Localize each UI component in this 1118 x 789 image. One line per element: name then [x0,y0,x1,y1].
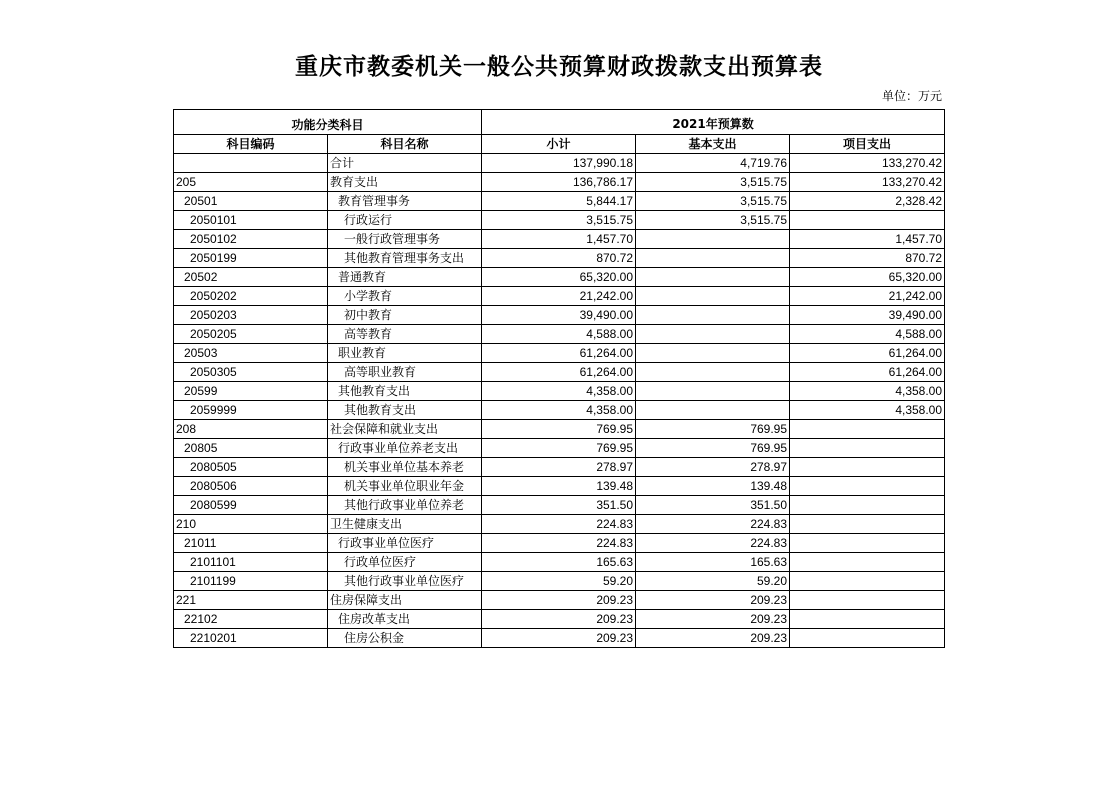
row-code: 208 [174,420,328,439]
row-project [790,211,945,230]
row-basic [636,325,790,344]
row-project [790,420,945,439]
table-row [174,515,945,534]
row-basic [636,249,790,268]
row-code: 2050199 [174,249,328,268]
row-name: 其他教育支出 [328,401,482,420]
row-project [790,439,945,458]
row-subtotal: 209.23 [482,591,636,610]
header-row-1 [174,110,945,135]
row-project: 133,270.42 [790,173,945,192]
row-basic: 769.95 [636,420,790,439]
row-name: 住房改革支出 [328,610,482,629]
row-name: 小学教育 [328,287,482,306]
row-code: 2050102 [174,230,328,249]
row-project: 61,264.00 [790,344,945,363]
table-row [174,629,945,648]
table-row [174,325,945,344]
row-subtotal: 769.95 [482,439,636,458]
row-subtotal: 61,264.00 [482,363,636,382]
table-row [174,572,945,591]
row-basic: 3,515.75 [636,211,790,230]
row-basic [636,306,790,325]
table-row [174,363,945,382]
row-project [790,610,945,629]
row-subtotal: 351.50 [482,496,636,515]
row-basic: 4,719.76 [636,154,790,173]
row-name: 初中教育 [328,306,482,325]
row-subtotal: 278.97 [482,458,636,477]
row-project: 133,270.42 [790,154,945,173]
row-subtotal: 65,320.00 [482,268,636,287]
row-project: 21,242.00 [790,287,945,306]
header-func-category: 功能分类科目 [174,110,482,135]
table-row [174,230,945,249]
row-project: 65,320.00 [790,268,945,287]
row-project [790,534,945,553]
row-basic: 209.23 [636,629,790,648]
row-code: 205 [174,173,328,192]
table-row [174,154,945,173]
row-subtotal: 59.20 [482,572,636,591]
unit-label: 单位：万元 [881,89,942,103]
row-name: 教育管理事务 [328,192,482,211]
row-name: 行政事业单位医疗 [328,534,482,553]
row-name: 行政运行 [328,211,482,230]
row-subtotal: 137,990.18 [482,154,636,173]
row-basic: 224.83 [636,515,790,534]
row-project: 1,457.70 [790,230,945,249]
row-subtotal: 769.95 [482,420,636,439]
row-name: 职业教育 [328,344,482,363]
row-subtotal: 870.72 [482,249,636,268]
table-row [174,211,945,230]
row-name: 卫生健康支出 [328,515,482,534]
row-name: 其他教育支出 [328,382,482,401]
header-basic: 基本支出 [636,135,790,154]
row-name: 其他教育管理事务支出 [328,249,482,268]
row-project: 4,358.00 [790,382,945,401]
row-code: 2080505 [174,458,328,477]
row-subtotal: 61,264.00 [482,344,636,363]
row-subtotal: 139.48 [482,477,636,496]
table-row [174,344,945,363]
row-basic [636,230,790,249]
row-code: 2101199 [174,572,328,591]
row-basic: 209.23 [636,591,790,610]
row-subtotal: 1,457.70 [482,230,636,249]
table-row [174,420,945,439]
row-project [790,591,945,610]
row-code: 2050203 [174,306,328,325]
row-basic: 3,515.75 [636,192,790,211]
row-code: 20502 [174,268,328,287]
table-row [174,591,945,610]
table-row [174,477,945,496]
row-code: 2050205 [174,325,328,344]
table-row [174,287,945,306]
row-subtotal: 209.23 [482,629,636,648]
row-basic: 59.20 [636,572,790,591]
row-name: 其他行政事业单位养老 [328,496,482,515]
row-code: 21011 [174,534,328,553]
row-name: 机关事业单位基本养老 [328,458,482,477]
budget-table [173,109,945,648]
row-code: 20599 [174,382,328,401]
header-project: 项目支出 [790,135,945,154]
row-code: 2080599 [174,496,328,515]
row-code: 2101101 [174,553,328,572]
row-project [790,629,945,648]
row-name: 教育支出 [328,173,482,192]
row-basic: 351.50 [636,496,790,515]
row-basic: 3,515.75 [636,173,790,192]
row-name: 行政单位医疗 [328,553,482,572]
table-row [174,249,945,268]
row-code: 20805 [174,439,328,458]
row-subtotal: 5,844.17 [482,192,636,211]
row-name: 机关事业单位职业年金 [328,477,482,496]
row-name: 高等职业教育 [328,363,482,382]
row-basic [636,363,790,382]
table-row [174,268,945,287]
row-project: 4,588.00 [790,325,945,344]
row-name: 其他行政事业单位医疗 [328,572,482,591]
table-row [174,496,945,515]
table-row [174,192,945,211]
row-code: 2080506 [174,477,328,496]
row-code: 20501 [174,192,328,211]
row-name: 行政事业单位养老支出 [328,439,482,458]
row-basic [636,344,790,363]
row-subtotal: 224.83 [482,534,636,553]
row-name: 社会保障和就业支出 [328,420,482,439]
header-code: 科目编码 [174,135,328,154]
row-project [790,496,945,515]
row-subtotal: 3,515.75 [482,211,636,230]
row-subtotal: 224.83 [482,515,636,534]
header-name: 科目名称 [328,135,482,154]
table-row [174,401,945,420]
table-row [174,439,945,458]
row-basic [636,382,790,401]
table-row [174,534,945,553]
header-subtotal: 小计 [482,135,636,154]
row-name: 住房保障支出 [328,591,482,610]
row-project [790,572,945,591]
row-code: 2050101 [174,211,328,230]
row-subtotal: 4,358.00 [482,382,636,401]
row-code: 2050305 [174,363,328,382]
row-code: 2210201 [174,629,328,648]
row-name: 高等教育 [328,325,482,344]
row-project [790,553,945,572]
row-subtotal: 21,242.00 [482,287,636,306]
row-subtotal: 4,588.00 [482,325,636,344]
row-name: 普通教育 [328,268,482,287]
row-code: 2050202 [174,287,328,306]
row-basic: 165.63 [636,553,790,572]
header-budget-year: 2021年预算数 [482,110,945,135]
table-row [174,610,945,629]
row-name: 合计 [328,154,482,173]
row-project: 39,490.00 [790,306,945,325]
row-subtotal: 209.23 [482,610,636,629]
row-name: 住房公积金 [328,629,482,648]
row-basic: 224.83 [636,534,790,553]
row-basic: 209.23 [636,610,790,629]
row-project: 870.72 [790,249,945,268]
row-subtotal: 136,786.17 [482,173,636,192]
row-project [790,515,945,534]
table-row [174,553,945,572]
row-project [790,477,945,496]
row-basic [636,287,790,306]
row-basic [636,401,790,420]
row-subtotal: 39,490.00 [482,306,636,325]
header-row-2 [174,135,945,154]
table-row [174,306,945,325]
row-code: 210 [174,515,328,534]
table-row [174,382,945,401]
row-project: 4,358.00 [790,401,945,420]
row-basic: 278.97 [636,458,790,477]
table-row [174,458,945,477]
row-code: 221 [174,591,328,610]
row-basic: 769.95 [636,439,790,458]
page-title: 重庆市教委机关一般公共预算财政拨款支出预算表 [295,54,823,80]
row-subtotal: 4,358.00 [482,401,636,420]
row-subtotal: 165.63 [482,553,636,572]
row-project: 61,264.00 [790,363,945,382]
row-name: 一般行政管理事务 [328,230,482,249]
table-row [174,173,945,192]
row-project: 2,328.42 [790,192,945,211]
row-code: 2059999 [174,401,328,420]
row-project [790,458,945,477]
row-basic: 139.48 [636,477,790,496]
row-code: 20503 [174,344,328,363]
row-code [174,154,328,173]
row-basic [636,268,790,287]
row-code: 22102 [174,610,328,629]
